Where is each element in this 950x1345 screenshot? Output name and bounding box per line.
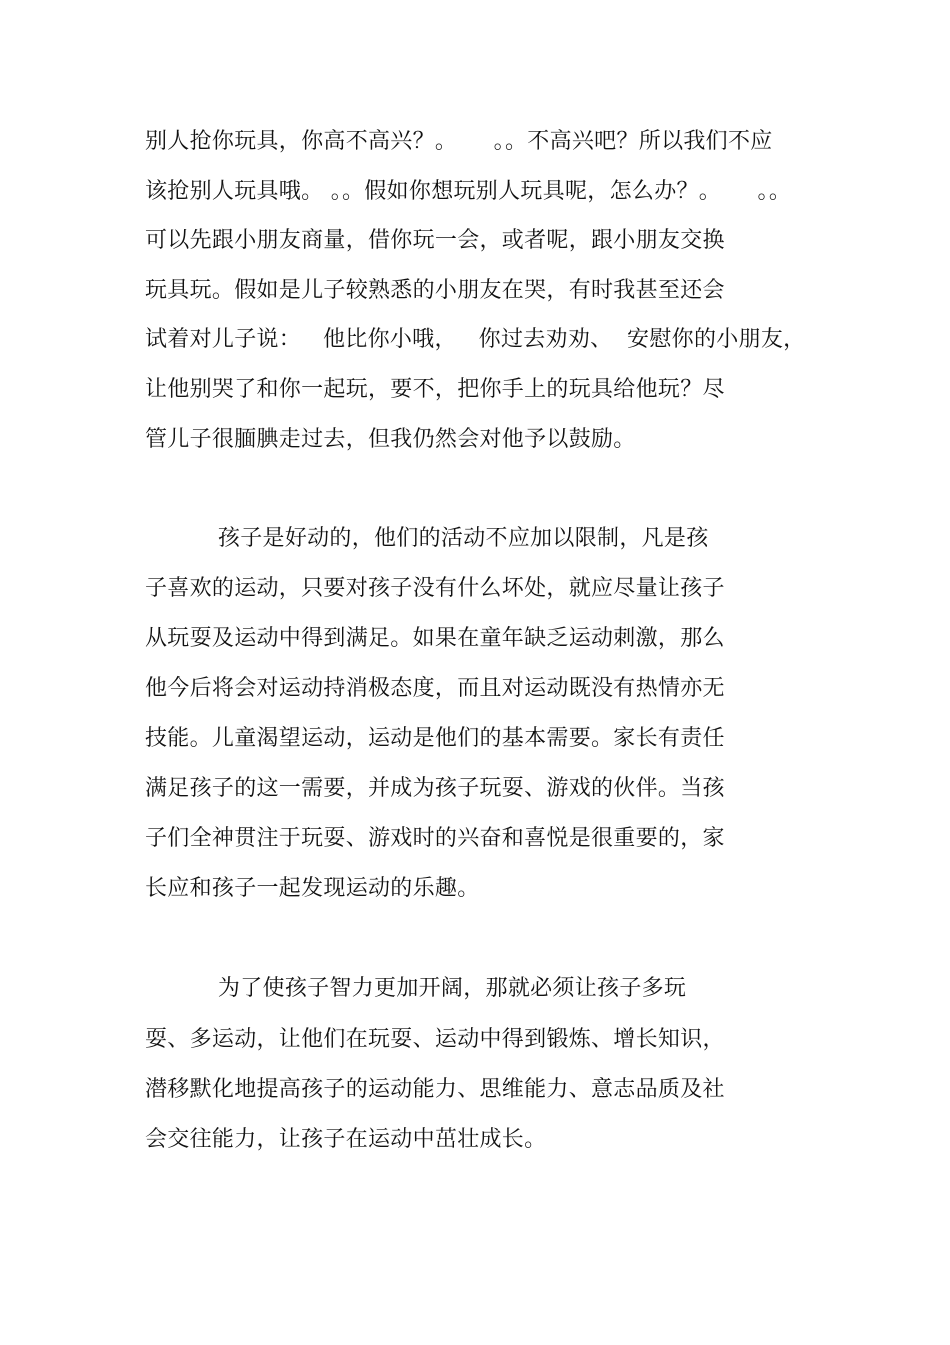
text-line: 试着对儿子说： 他比你小哦， 你过去劝劝、 安慰你的小朋友，	[145, 327, 806, 352]
text-line: 别人抢你玩具，你高不高兴？。 。。不高兴吧？所以我们不应	[145, 129, 773, 154]
text-line: 他今后将会对运动持消极态度，而且对运动既没有热情亦无	[145, 676, 725, 701]
text-line: 子喜欢的运动，只要对孩子没有什么坏处，就应尽量让孩子	[145, 576, 725, 601]
text-line: 潜移默化地提高孩子的运动能力、思维能力、意志品质及社	[145, 1077, 725, 1102]
text-line: 该抢别人玩具哦。 。。假如你想玩别人玩具呢，怎么办？。 。。	[145, 179, 792, 204]
text-line: 长应和孩子一起发现运动的乐趣。	[145, 876, 480, 901]
text-line: 满足孩子的这一需要，并成为孩子玩耍、游戏的伙伴。当孩	[145, 776, 725, 801]
text-line: 管儿子很腼腆走过去，但我仍然会对他予以鼓励。	[145, 427, 636, 452]
text-line: 子们全神贯注于玩耍、游戏时的兴奋和喜悦是很重要的，家	[145, 826, 725, 851]
text-line: 从玩耍及运动中得到满足。如果在童年缺乏运动刺激，那么	[145, 626, 725, 651]
text-line: 耍、多运动，让他们在玩耍、运动中得到锻炼、增长知识，	[145, 1027, 725, 1052]
text-line: 玩具玩。假如是儿子较熟悉的小朋友在哭，有时我甚至还会	[145, 278, 725, 303]
text-line: 孩子是好动的，他们的活动不应加以限制，凡是孩	[145, 526, 709, 551]
text-line: 会交往能力，让孩子在运动中茁壮成长。	[145, 1127, 547, 1152]
text-line: 为了使孩子智力更加开阔，那就必须让孩子多玩	[145, 976, 687, 1001]
text-line: 技能。儿童渴望运动，运动是他们的基本需要。家长有责任	[145, 726, 725, 751]
text-line: 让他别哭了和你一起玩，要不，把你手上的玩具给他玩？尽	[145, 377, 725, 402]
text-line: 可以先跟小朋友商量，借你玩一会，或者呢，跟小朋友交换	[145, 228, 725, 253]
